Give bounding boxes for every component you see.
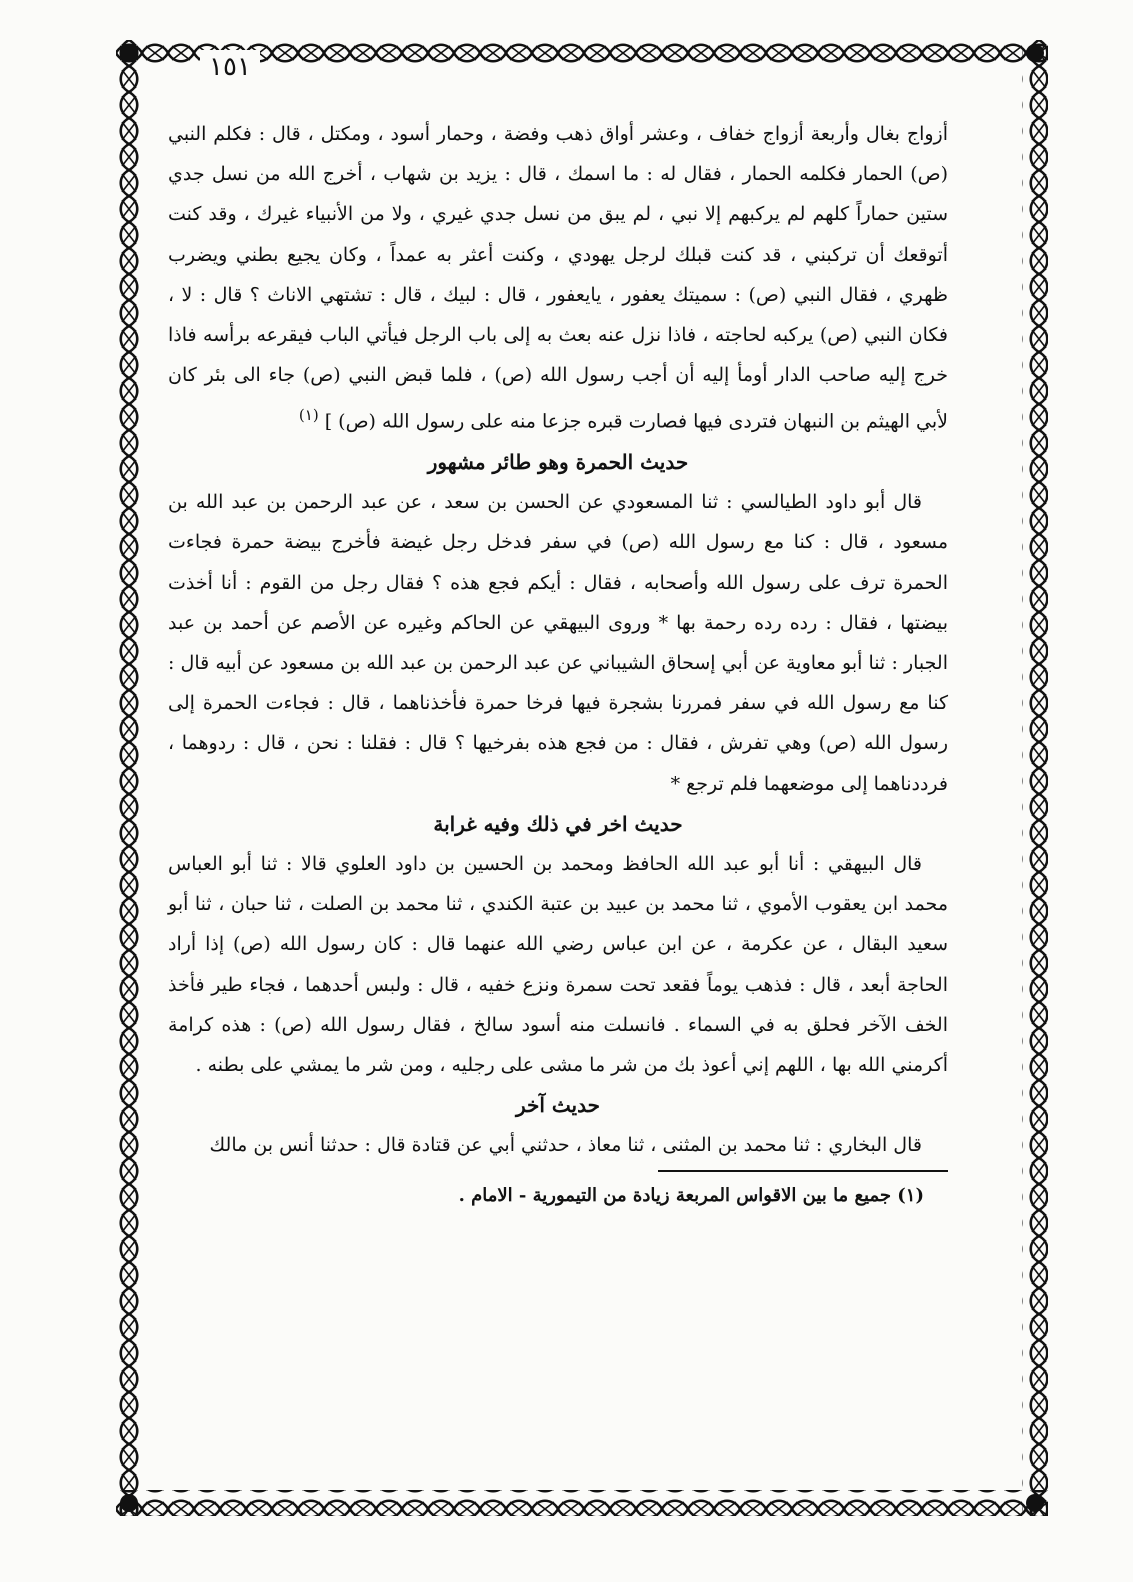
footnote: (١) جميع ما بين الاقواس المربعة زيادة من التيمورية - الامام . — [458, 1184, 924, 1206]
paragraph-text: أزواج بغال وأربعة أزواج خفاف ، وعشر أواق ذهب وفضة ، وحمار أسود ، ومكتل ، قال : فكلم النبي (ص) الحمار فكلمه الحمار ، فقال له : ما اسمك ، قال : يزيد بن شهاب ، أخرج الله من نسل جدي ستين حماراً كلهم لم يركبهم إلا نبي ، لم يبق من نسل جدي غيري ، ولا من الأنبياء غيرك ، وقد كنت أتوقعك أن تركبني ، قد كنت قبلك لرجل يهودي ، وكنت أعثر به عمداً ، وكان يجيع بطني ويضرب ظهري ، فقال النبي (ص) : سميتك يعفور ، يايعفور ، قال : لبيك ، قال : تشتهي الاناث ؟ قال : لا ، فكان النبي (ص) يركبه لحاجته ، فاذا نزل عنه بعث به إلى باب الرجل فيأتي الباب فيقرعه برأسه فاذا خرج إليه صاحب الدار أومأ إليه أن أجب رسول الله (ص) ، فلما قبض النبي (ص) جاء الى بئر كان لأبي الهيثم بن النبهان فتردى فيها فصارت قبره جزعا منه على رسول الله (ص) ] — [168, 123, 948, 433]
page-number: ١٥١ — [200, 50, 260, 84]
footnote-marker: (١) — [298, 406, 319, 425]
page-body — [168, 114, 948, 1469]
section-heading-another: حديث آخر — [516, 1093, 600, 1118]
footnote-divider — [658, 1170, 948, 1172]
paragraph-bukhari: قال البخاري : ثنا محمد بن المثنى ، ثنا معاذ ، حدثني أبي عن قتادة قال : حدثنا أنس بن مالك — [209, 1134, 922, 1157]
section-heading-another-strange: حديث اخر في ذلك وفيه غرابة — [433, 811, 683, 836]
paragraph-donkey-story — [168, 114, 948, 442]
paragraph-bird-khuff: قال البيهقي : أنا أبو عبد الله الحافظ ومحمد بن الحسين بن داود العلوي قالا : ثنا أبو العباس محمد ابن يعقوب الأموي ، ثنا محمد بن عبيد بن عتبة الكندي ، ثنا محمد بن الصلت ، ثنا حبان ، ثنا أبو سعيد البقال ، عن عكرمة ، عن ابن عباس رضي الله عنهما قال : كان رسول الله (ص) إذا أراد الحاجة أبعد ، قال : فذهب يوماً فقعد تحت سمرة ونزع خفيه ، قال : ولبس أحدهما ، فجاء طير فأخذ الخف الآخر فحلق به في السماء . فانسلت منه أسود سالخ ، فقال رسول الله (ص) : هذه كرامة أكرمني الله بها ، اللهم إني أعوذ بك من شر ما مشى على رجليه ، ومن شر ما يمشي على بطنه . — [168, 852, 948, 1076]
paragraph-humra: قال أبو داود الطيالسي : ثنا المسعودي عن الحسن بن سعد ، عن عبد الرحمن بن عبد الله بن مسعود ، قال : كنا مع رسول الله (ص) في سفر فدخل رجل غيضة فأخرج بيضة حمرة فجاءت الحمرة ترف على رسول الله وأصحابه ، فقال : أيكم فجع هذه ؟ فقال رجل من القوم : أنا أخذت بيضتها ، فقال : رده رده رحمة بها * وروى البيهقي عن الحاكم وغيره عن الأصم عن أحمد بن عبد الجبار : ثنا أبو معاوية عن أبي إسحاق الشيباني عن عبد الرحمن بن عبد الله بن مسعود عن أبيه قال : كنا مع رسول الله في سفر فمررنا بشجرة فيها فرخا حمرة فأخذناهما ، قال : فجاءت الحمرة إلى رسول الله (ص) وهي تفرش ، فقال : من فجع هذه بفرخيها ؟ قال : فقلنا : نحن ، قال : ردوهما ، فرددناهما إلى موضعهما فلم ترجع * — [168, 491, 949, 795]
section-heading-humra: حديث الحمرة وهو طائر مشهور — [427, 449, 689, 474]
